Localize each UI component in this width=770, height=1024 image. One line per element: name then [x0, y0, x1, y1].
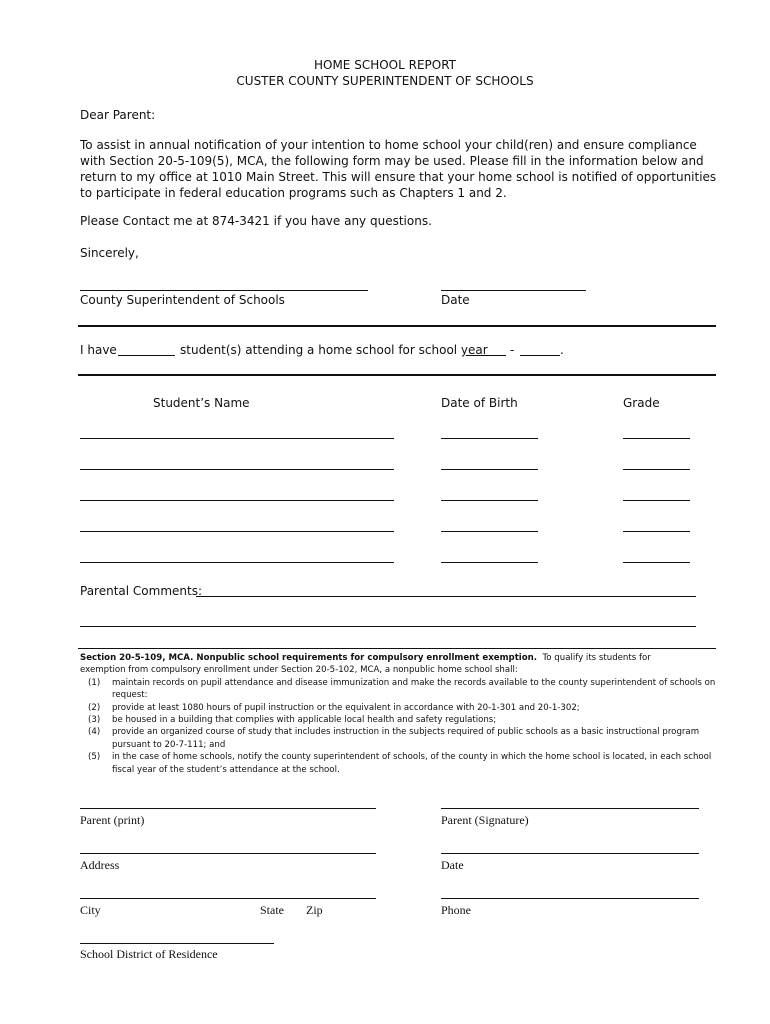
student-name-field[interactable] — [80, 500, 394, 501]
attendance-text: student(s) attending a home school for school year — [180, 343, 488, 357]
school-district-label: School District of Residence — [80, 947, 218, 961]
document-subtitle: CUSTER COUNTY SUPERINTENDENT OF SCHOOLS — [236, 74, 534, 88]
state-label: State — [260, 903, 284, 917]
grade-field[interactable] — [623, 531, 690, 532]
parental-comments-field[interactable] — [196, 596, 696, 597]
parent-print-label: Parent (print) — [80, 813, 145, 827]
date-of-birth-field[interactable] — [441, 469, 538, 470]
attendance-prefix: I have — [80, 343, 117, 357]
column-header-grade: Grade — [623, 396, 660, 410]
superintendent-date-line — [441, 290, 586, 291]
contact-line: Please Contact me at 874-3421 if you have any questions. — [80, 214, 432, 228]
superintendent-signature-label: County Superintendent of Schools — [80, 293, 285, 307]
superintendent-signature-line — [80, 290, 368, 291]
date-of-birth-field[interactable] — [441, 531, 538, 532]
phone-field[interactable] — [441, 898, 699, 899]
grade-field[interactable] — [623, 469, 690, 470]
address-field[interactable] — [80, 853, 376, 854]
parental-comments-label: Parental Comments: — [80, 584, 203, 598]
statute-item-text: in the case of home schools, notify the county superintendent of schools, of the county in which the home school is located, in each school fiscal year of the student’s attendance at the school. — [112, 752, 712, 775]
city-label: City — [80, 903, 101, 917]
statute-item-number: (4) — [88, 727, 101, 738]
grade-field[interactable] — [623, 438, 690, 439]
statute-item — [80, 702, 720, 714]
statute-item-number: (5) — [88, 752, 101, 763]
date-label: Date — [441, 858, 464, 872]
student-name-field[interactable] — [80, 438, 394, 439]
statute-item-number: (2) — [88, 702, 101, 713]
statute-intro: To qualify its students for — [542, 653, 651, 663]
phone-label: Phone — [441, 903, 471, 917]
grade-field[interactable] — [623, 500, 690, 501]
section-divider — [78, 648, 716, 649]
city-state-zip-field[interactable] — [80, 898, 376, 899]
document-title: HOME SCHOOL REPORT — [313, 58, 457, 72]
statute-item-text: maintain records on pupil attendance and disease immunization and make the records available to the county superintendent of schools on request: — [112, 677, 716, 701]
attendance-period: . — [560, 343, 564, 357]
closing: Sincerely, — [80, 246, 139, 260]
statute-items — [80, 677, 720, 776]
date-of-birth-field[interactable] — [441, 500, 538, 501]
grade-field[interactable] — [623, 562, 690, 563]
statute-item — [80, 677, 720, 702]
divider — [78, 325, 716, 327]
parent-signature-label: Parent (Signature) — [441, 813, 529, 827]
school-year-end-field[interactable] — [520, 355, 560, 356]
statute-item — [80, 726, 720, 751]
column-header-dob: Date of Birth — [441, 396, 518, 410]
statute-item-text: be housed in a building that complies with applicable local health and safety regulations; — [112, 715, 497, 726]
school-year-start-field[interactable] — [466, 355, 506, 356]
statute-section — [80, 652, 720, 776]
student-name-field[interactable] — [80, 562, 394, 563]
student-count-field[interactable] — [118, 355, 175, 356]
statute-item-number: (3) — [88, 715, 101, 726]
divider — [78, 374, 716, 376]
student-name-field[interactable] — [80, 469, 394, 470]
date-field[interactable] — [441, 853, 699, 854]
statute-item-text: provide at least 1080 hours of pupil instruction or the equivalent in accordance with 20-1-301 and 20-1-302; — [112, 702, 580, 713]
parent-signature-field[interactable] — [441, 808, 699, 809]
school-district-field[interactable] — [80, 943, 274, 944]
statute-item-text: provide an organized course of study that includes instruction in the subjects required of public schools as a basic instructional program pursuant to 20-7-111; and — [112, 727, 700, 750]
statute-item — [80, 714, 720, 726]
date-of-birth-field[interactable] — [441, 438, 538, 439]
address-label: Address — [80, 858, 120, 872]
parent-print-field[interactable] — [80, 808, 376, 809]
student-name-field[interactable] — [80, 531, 394, 532]
salutation: Dear Parent: — [80, 108, 156, 122]
superintendent-date-label: Date — [441, 293, 470, 307]
column-header-name: Student’s Name — [153, 396, 250, 410]
statute-item-number: (1) — [88, 677, 101, 688]
parental-comments-field-line2[interactable] — [80, 626, 696, 627]
school-year-dash: - — [510, 343, 515, 357]
date-of-birth-field[interactable] — [441, 562, 538, 563]
statute-item — [80, 751, 720, 776]
letter-body: To assist in annual notification of your intention to home school your child(ren) and ensure compliance with Section 20-5-109(5), MCA, the following form may be used. Please fill in the information below and return to my office at 1010 Main Street. This will ensure that your home school is notified of opportunities to participate in federal education programs such as Chapters 1 and 2. — [80, 138, 717, 200]
zip-label: Zip — [306, 903, 323, 917]
statute-heading: Section 20-5-109, MCA. Nonpublic school requirements for compulsory enrollment exemption. — [80, 653, 538, 663]
statute-intro-line2: exemption from compulsory enrollment under Section 20-5-102, MCA, a nonpublic home school shall: — [80, 665, 518, 676]
